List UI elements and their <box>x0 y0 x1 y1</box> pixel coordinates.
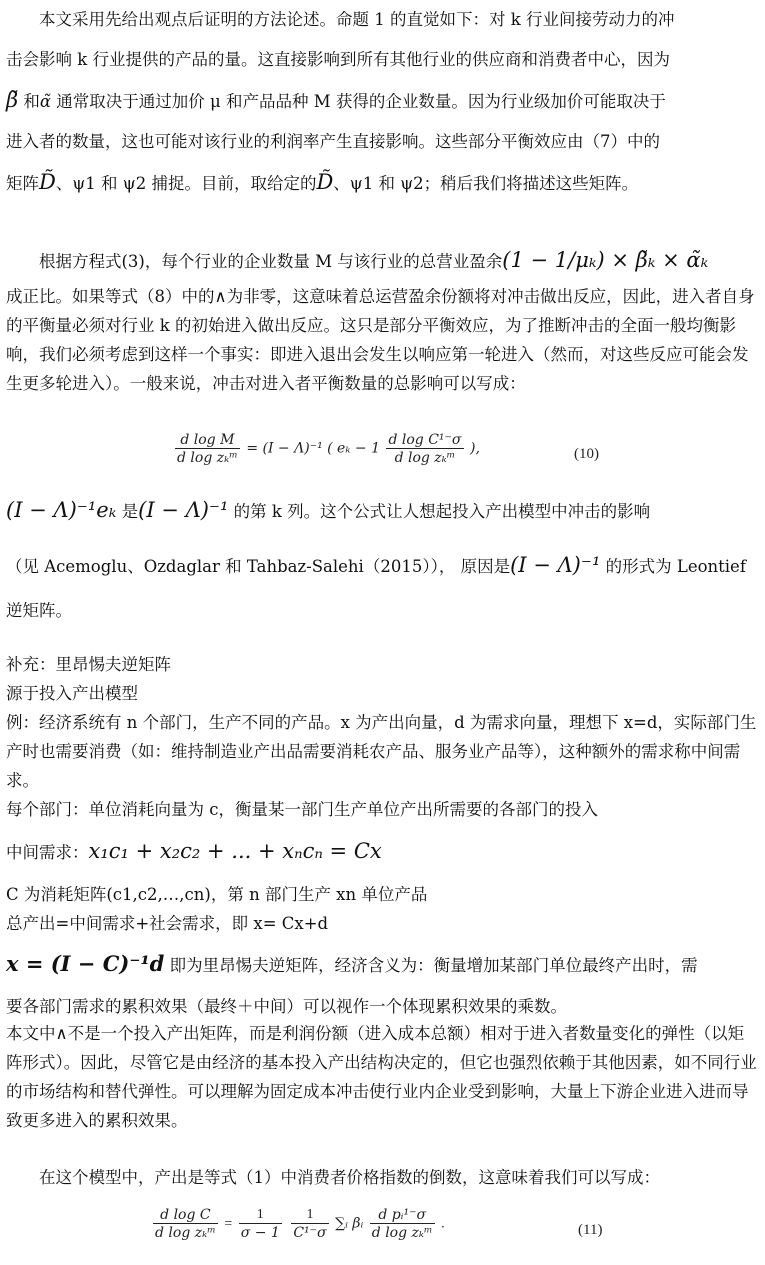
eq11-fraction-1: $\frac{1}{\sigma - 1}$ <box>240 1207 280 1241</box>
d-tilde-symbol: D̃ <box>39 170 56 194</box>
alpha-tilde-symbol: α̃ <box>39 92 52 111</box>
eq11-fraction-2: $\frac{1}{\text{C¹⁻σ}}$ <box>293 1207 327 1241</box>
p1-line5: 矩阵D̃、ψ1 和 ψ2 捕捉。目前，取给定的D̃、ψ1 和 ψ2；稍后我们将描述这些矩阵。 <box>6 170 639 194</box>
p1-line2: 击会影响 k 行业提供的产品的量。这直接影响到所有其他行业的供应商和消费者中心，因为 <box>6 50 670 69</box>
paragraph-consumption-matrix <box>6 880 758 938</box>
paragraph-leontief-inverse <box>6 944 758 1021</box>
p3-line2: （见 Acemoglu、Ozdaglar 和 Tahbaz-Salehi（2015））， 原因是(I − Λ)⁻¹ 的形式为 Leontief <box>6 553 746 577</box>
p2-body: 成正比。如果等式（8）中的∧为非零，这意味着总运营盈余份额将对冲击做出反应，因此，进入者自身的平衡量必须对行业 k 的初始进入做出反应。这只是部分平衡效应，为了推断冲击的全面一般均衡影响，我们必须考虑到这样一个事实：即进入退出会发生以响应第一轮进入（然而，对这些反应可能会发生更多轮进入）。一般来说，冲击对进入者平衡数量的总影响可以写成： <box>6 287 755 393</box>
p7-line2: 要各部门需求的累积效果（最终＋中间）可以视作一个体现累积效果的乘数。 <box>6 997 567 1016</box>
lambda-elasticity-text: 本文中∧不是一个投入产出矩阵，而是利润份额（进入成本总额）相对于进入者数量变化的弹性（以矩阵形式）。因此，尽管它是由经济的基本投入产出结构决定的，但它也强烈依赖于其他因素，如不同行业的市场结构和替代弹性。可以理解为固定成本冲击使行业内企业受到影响，大量上下游企业进入进而导致更多进入的累积效果。 <box>6 1024 757 1130</box>
equation-number-11: (11) <box>578 1222 603 1238</box>
intermediate-demand-line: 中间需求：x₁c₁ + x₂c₂ + ... + xₙcₙ = Cx <box>6 839 382 863</box>
paragraph-lambda-elasticity <box>6 1019 758 1135</box>
beta-tilde-symbol: β̃ <box>6 88 19 112</box>
eq10-rhs-fraction: $\frac{\text{d log C¹⁻σ}}{\text{d log zₖᵐ}}$ <box>388 432 462 466</box>
surplus-formula: (1 − 1/μₖ) × β̃ₖ × α̃ₖ <box>502 248 709 272</box>
consumption-matrix-line: C 为消耗矩阵(c1,c2,…,cn)，第 n 部门生产 xn 单位产品 <box>6 885 428 904</box>
eq11-sum: ∑ᵢ βᵢ <box>335 1215 364 1232</box>
p1-line1: 本文采用先给出观点后证明的方法论述。命题 1 的直觉如下：对 k 行业间接劳动力的冲 <box>39 10 675 29</box>
paragraph-leontief-ref <box>6 490 758 631</box>
supplement-title: 补充：里昂惕夫逆矩阵 <box>6 655 171 674</box>
intermediate-demand-formula: x₁c₁ + x₂c₂ + ... + xₙcₙ = Cx <box>88 839 382 863</box>
total-output-line: 总产出=中间需求+社会需求，即 x= Cx+d <box>6 914 329 933</box>
paragraph-supplement <box>6 650 758 824</box>
equation-number-10: (10) <box>574 446 599 462</box>
p2-line1: 根据方程式(3)，每个行业的企业数量 M 与该行业的总营业盈余(1 − 1/μₖ) × β̃ₖ × α̃ₖ <box>39 248 709 272</box>
paragraph-firm-number <box>6 240 758 398</box>
supplement-unit-consumption: 每个部门：单位消耗向量为 c，衡量某一部门生产单位产出所需要的各部门的投入 <box>6 800 598 819</box>
p1-line3: β̃ 和α̃ 通常取决于通过加价 μ 和产品品种 M 获得的企业数量。因为行业级加价可能取决于 <box>6 88 666 112</box>
eq10-lhs-fraction: $\frac{\text{d log M}}{\text{d log zₖᵐ}}$ <box>177 432 238 466</box>
p3-line1: (I − Λ)⁻¹eₖ 是(I − Λ)⁻¹ 的第 k 列。这个公式让人想起投入产出模型中冲击的影响 <box>6 498 651 522</box>
equation-10: $\frac{\text{d log M}}{\text{d log zₖᵐ}}$ = (I − Λ)⁻¹ ( eₖ − 1 $\frac{\text{d log C¹⁻σ}}{\text{d log zₖᵐ}}$ ), <box>177 432 480 466</box>
leontief-inverse-formula: x = (I − C)⁻¹d <box>6 951 165 976</box>
d-tilde-symbol: D̃ <box>316 170 334 194</box>
supplement-example: 例：经济系统有 n 个部门，生产不同的产品。x 为产出向量，d 为需求向量，理想下 x=d，实际部门生产时也需要消费（如：维持制造业产出品需要消耗农产品、服务业产品等），这种额外的需求称中间需求。 <box>6 713 757 790</box>
eq11-fraction-3: $\frac{\text{d pᵢ¹⁻σ}}{\text{d log zₖᵐ}}$ <box>371 1207 433 1241</box>
p7-line1: x = (I − C)⁻¹d 即为里昂惕夫逆矩阵，经济含义为：衡量增加某部门单位最终产出时，需 <box>6 951 698 976</box>
supplement-origin: 源于投入产出模型 <box>6 684 138 703</box>
paragraph-output-definition <box>6 1163 758 1193</box>
eq11-lhs-fraction: $\frac{\text{d log C}}{\text{d log zₖᵐ}}$ <box>155 1207 216 1241</box>
paragraph-intuition <box>6 0 758 204</box>
p1-line4: 进入者的数量，这也可能对该行业的利润率产生直接影响。这些部分平衡效应由（7）中的 <box>6 132 660 151</box>
p3-line3: 逆矩阵。 <box>6 601 72 620</box>
equation-11: $\frac{\text{d log C}}{\text{d log zₖᵐ}}$ = $\frac{1}{\sigma - 1}$ $\frac{1}{\text{C¹⁻σ}}$ ∑ᵢ βᵢ $\frac{\text{d pᵢ¹⁻σ}}{\text{d log zₖᵐ}}$ . <box>155 1207 445 1241</box>
output-definition-text: 在这个模型中，产出是等式（1）中消费者价格指数的倒数，这意味着我们可以写成： <box>39 1168 660 1187</box>
